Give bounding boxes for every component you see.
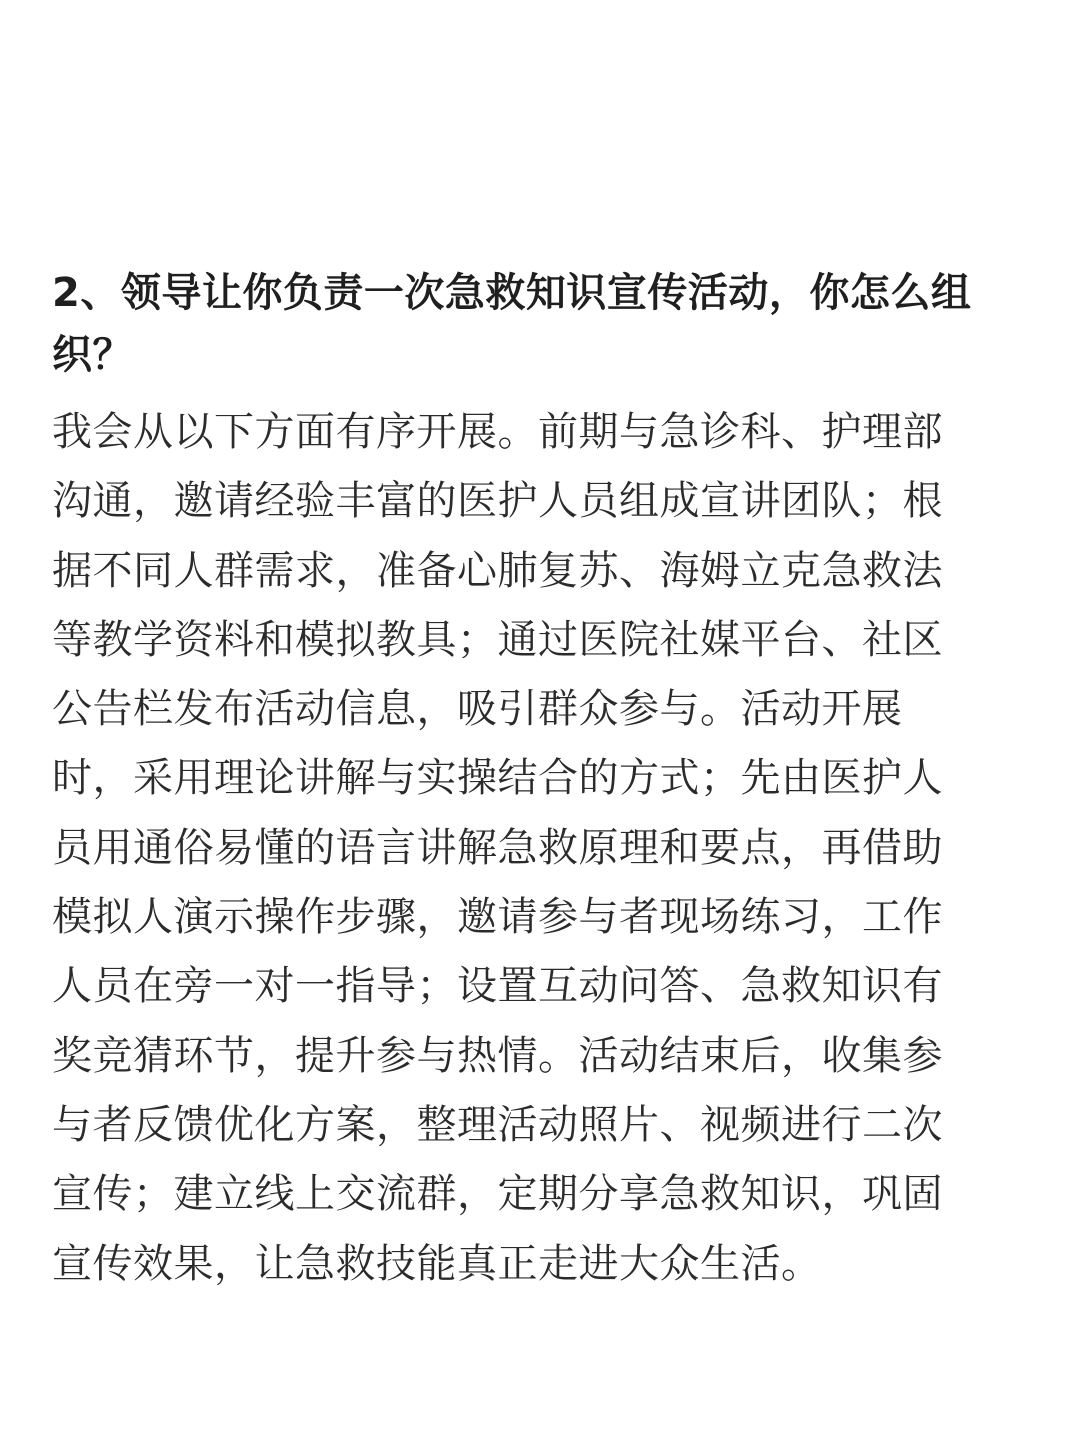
answer-line: 时，采用理论讲解与实操结合的方式；先由医护人 — [52, 755, 943, 802]
answer-line: 宣传效果，让急救技能真正走进大众生活。 — [52, 1240, 822, 1287]
answer-line: 员用通俗易懂的语言讲解急救原理和要点，再借助 — [52, 824, 943, 871]
answer-line: 宣传；建立线上交流群，定期分享急救知识，巩固 — [52, 1171, 943, 1218]
question-line: 织？ — [52, 332, 133, 378]
question-line: 2、领导让你负责一次急救知识宣传活动，你怎么组 — [52, 270, 972, 316]
question-title — [52, 262, 971, 386]
answer-line: 沟通，邀请经验丰富的医护人员组成宣讲团队；根 — [52, 478, 943, 525]
answer-line: 等教学资料和模拟教具；通过医院社媒平台、社区 — [52, 616, 943, 663]
answer-line: 模拟人演示操作步骤，邀请参与者现场练习，工作 — [52, 894, 943, 941]
answer-line: 与者反馈优化方案，整理活动照片、视频进行二次 — [52, 1101, 943, 1148]
answer-line: 据不同人群需求，准备心肺复苏、海姆立克急救法 — [52, 547, 943, 594]
answer-line: 我会从以下方面有序开展。前期与急诊科、护理部 — [52, 409, 943, 455]
answer-line: 奖竞猜环节，提升参与热情。活动结束后，收集参 — [52, 1032, 943, 1079]
answer-line: 公告栏发布活动信息，吸引群众参与。活动开展 — [52, 686, 903, 733]
answer-paragraph — [52, 398, 943, 1299]
answer-line: 人员在旁一对一指导；设置互动问答、急救知识有 — [52, 963, 943, 1010]
